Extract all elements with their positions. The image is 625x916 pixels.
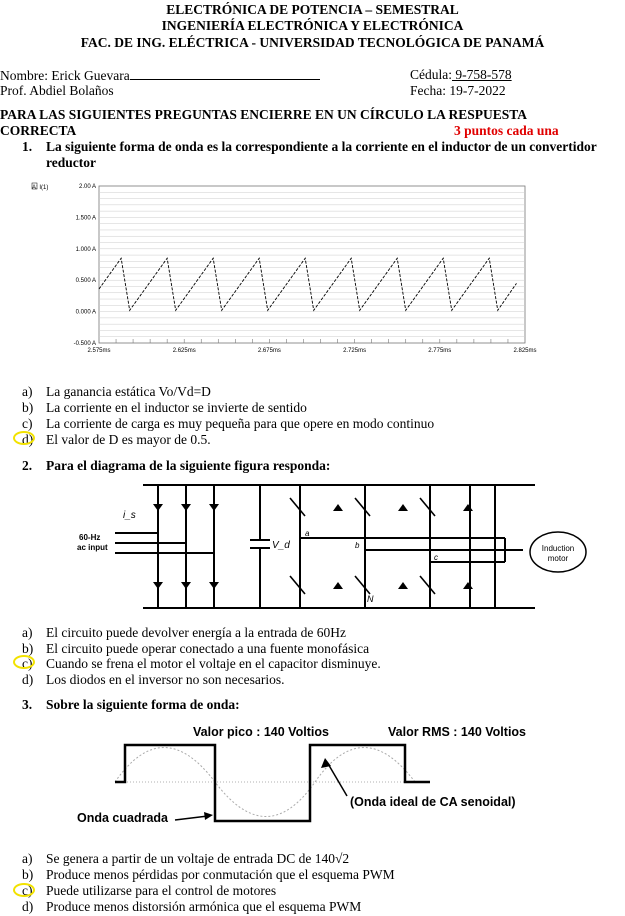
student-name: Nombre: Erick Guevara — [0, 68, 130, 83]
cedula-field — [410, 67, 512, 83]
chart-y-tick-labels — [74, 184, 96, 347]
switch-icons — [290, 498, 435, 594]
y-tick-label: 1.500 A — [75, 215, 96, 222]
option-letter: c) — [22, 656, 33, 671]
q3-number: 3. — [22, 697, 33, 712]
x-tick-label: 2.675ms — [257, 348, 281, 354]
drive-circuit-diagram — [75, 478, 590, 618]
y-tick-label: 0.500 A — [75, 278, 96, 285]
option-text: La corriente en el inductor se invierte de sentido — [46, 400, 307, 415]
motor-label-2: motor — [547, 554, 569, 563]
answer-circle-q3 — [13, 883, 35, 897]
input-label-60hz: 60-Hz — [79, 533, 101, 542]
option-text: El valor de D es mayor de 0.5. — [46, 432, 211, 447]
option-letter: b) — [22, 400, 34, 415]
label-square-wave: Onda cuadrada — [77, 811, 168, 825]
q2-option-a[interactable] — [22, 625, 346, 641]
series-line-inductor-current — [99, 258, 516, 310]
node-label-a: a — [305, 529, 310, 538]
option-text: Produce menos distorsión armónica que el esquema PWM — [46, 899, 362, 914]
option-text: Produce menos pérdidas por conmutación que el esquema PWM — [46, 867, 395, 882]
option-text: La corriente de carga es muy pequeña para que opere en modo continuo — [46, 416, 435, 431]
option-text: Los diodos en el inversor no son necesarios. — [46, 671, 285, 687]
current-label-is: i_s — [123, 510, 136, 521]
diode-icons — [153, 504, 473, 589]
chart-x-tick-labels — [87, 348, 536, 354]
y-tick-label: 1.000 A — [75, 246, 96, 253]
q1-option-c[interactable] — [22, 416, 434, 432]
option-letter: a) — [22, 384, 33, 399]
q2-text: Para el diagrama de la siguiente figura responda: — [46, 458, 331, 473]
x-tick-label: 2.775ms — [428, 348, 452, 354]
q2-option-b[interactable] — [22, 641, 369, 657]
x-tick-label: 2.825ms — [513, 348, 537, 354]
label-rms-value: Valor RMS : 140 Voltios — [388, 725, 527, 739]
q3-text: Sobre la siguiente forma de onda: — [46, 697, 240, 712]
option-letter: c) — [22, 416, 33, 431]
square-wave-figure — [75, 718, 545, 833]
label-ideal-sine: (Onda ideal de CA senoidal) — [350, 795, 516, 809]
q3-option-a[interactable] — [22, 851, 349, 867]
option-letter: d) — [22, 899, 34, 914]
node-label-b: b — [355, 541, 360, 550]
q2-number: 2. — [22, 458, 33, 473]
arrow-head-square-icon — [204, 812, 213, 820]
option-text: Se genera a partir de un voltaje de entrada DC de 140√2 — [46, 851, 350, 866]
q1-text: La siguiente forma de onda es la correspondiente a la corriente en el inductor de un convertidor reductor — [46, 139, 597, 170]
node-label-c: c — [434, 553, 438, 562]
exam-date: Fecha: 19-7-2022 — [410, 83, 506, 98]
arrow-to-square — [175, 816, 208, 820]
q3-option-c[interactable] — [22, 883, 276, 899]
y-tick-label: 2.00 A — [78, 184, 96, 190]
inductor-current-chart — [30, 176, 550, 358]
cedula-value: 9-758-578 — [452, 67, 512, 82]
q1-option-b[interactable] — [22, 400, 307, 416]
x-tick-label: 2.575ms — [87, 348, 111, 354]
q3-option-b[interactable] — [22, 867, 395, 883]
q2-option-c[interactable] — [22, 656, 381, 672]
chart-grid — [99, 186, 525, 343]
answer-circle-q2 — [13, 655, 35, 669]
instructions-line-1: PARA LAS SIGUIENTES PREGUNTAS ENCIERRE EN UN CÍRCULO LA RESPUESTA — [0, 107, 527, 122]
header-line-3: FAC. DE ING. ELÉCTRICA - UNIVERSIDAD TECNOLÓGICA DE PANAMÁ — [80, 35, 545, 50]
option-letter: a) — [22, 851, 33, 866]
q1-number: 1. — [22, 139, 33, 154]
q3-option-d[interactable] — [22, 899, 361, 915]
cedula-label: Cédula: — [410, 67, 452, 82]
answer-circle-q1 — [13, 431, 35, 445]
option-letter: a) — [22, 625, 33, 640]
x-tick-label: 2.625ms — [172, 348, 196, 354]
option-text: El circuito puede devolver energía a la entrada de 60Hz — [46, 625, 346, 640]
input-label-ac: ac input — [77, 543, 108, 552]
q2-option-d[interactable] — [22, 672, 284, 688]
option-text: La ganancia estática Vo/Vd=D — [46, 384, 211, 399]
label-peak-value: Valor pico : 140 Voltios — [193, 725, 329, 739]
y-tick-label: -0.500 A — [73, 341, 96, 347]
square-wave — [115, 745, 430, 821]
option-letter: b) — [22, 640, 34, 656]
instructions-line-2: CORRECTA — [0, 123, 77, 138]
q1-option-a[interactable] — [22, 384, 211, 400]
option-text: El circuito puede operar conectado a una fuente monofásica — [46, 640, 370, 656]
header-line-2: INGENIERÍA ELECTRÓNICA Y ELECTRÓNICA — [161, 18, 464, 33]
professor-name: Prof. Abdiel Bolaños — [0, 83, 114, 98]
y-tick-label: 0.000 A — [75, 309, 96, 316]
student-name-field — [0, 67, 320, 84]
option-text: Puede utilizarse para el control de motores — [46, 883, 277, 898]
motor-label-1: Induction — [541, 544, 575, 553]
chart-legend: A: I(1) — [32, 185, 49, 191]
header-line-1: ELECTRÓNICA DE POTENCIA – SEMESTRAL — [166, 2, 459, 17]
node-label-n: N — [367, 594, 374, 604]
name-underline — [130, 67, 320, 80]
dc-voltage-label: V_d — [272, 540, 290, 551]
option-letter: d) — [22, 432, 34, 447]
q1-option-d[interactable] — [22, 432, 211, 448]
option-letter: b) — [22, 867, 34, 882]
option-letter: d) — [22, 671, 34, 687]
points-note: 3 puntos cada una — [454, 123, 559, 138]
option-letter: c) — [22, 883, 33, 898]
option-text: Cuando se frena el motor el voltaje en el capacitor disminuye. — [46, 656, 381, 671]
arrow-to-sine — [327, 762, 347, 796]
x-tick-label: 2.725ms — [343, 348, 367, 354]
